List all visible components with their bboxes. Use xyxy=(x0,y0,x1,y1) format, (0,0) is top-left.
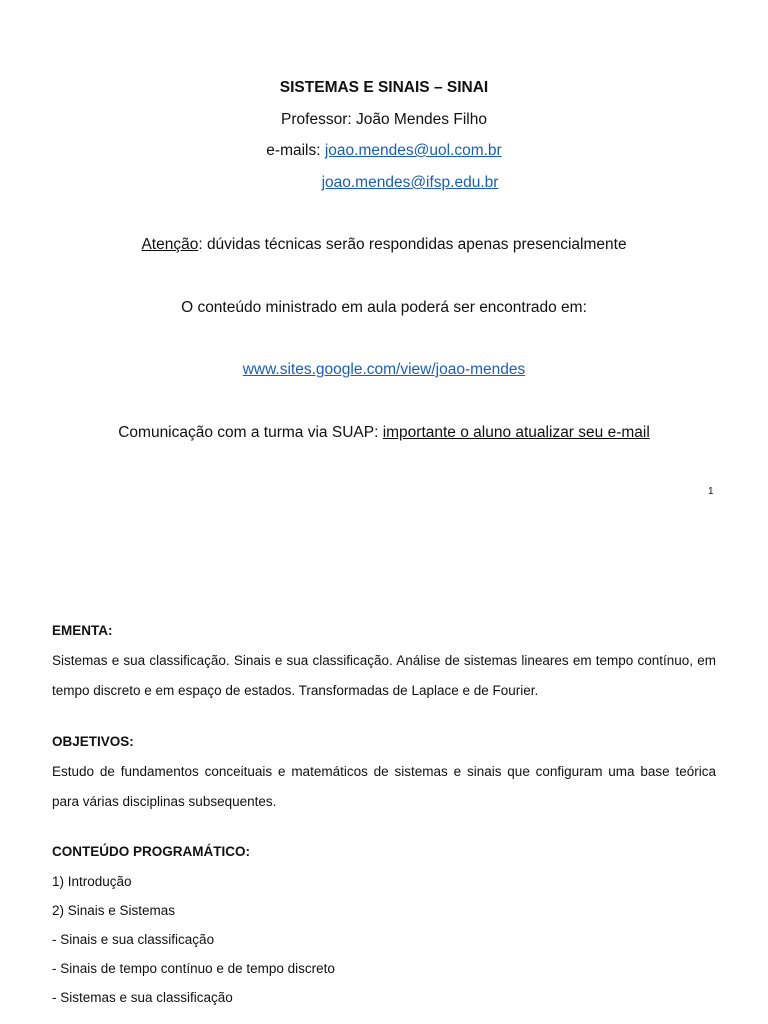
attention-text: : dúvidas técnicas serão respondidas apenas presencialmente xyxy=(198,236,627,253)
list-item: - Sinais de tempo contínuo e de tempo discreto xyxy=(52,961,335,976)
ementa-section xyxy=(52,616,716,706)
email-line-2 xyxy=(0,173,768,193)
email-link-uol[interactable]: joao.mendes@uol.com.br xyxy=(324,142,502,159)
objetivos-text: Estudo de fundamentos conceituais e matemáticos de sistemas e sinais que configuram uma base teórica para várias disciplinas subsequentes. xyxy=(52,764,716,809)
objetivos-heading: OBJETIVOS: xyxy=(52,734,134,749)
site-line xyxy=(0,360,768,380)
document-title: SISTEMAS E SINAIS – SINAI xyxy=(279,79,489,96)
communication-emphasis: importante o aluno atualizar seu e-mail xyxy=(382,424,650,441)
professor-line: Professor: João Mendes Filho xyxy=(281,111,487,128)
attention-label: Atenção xyxy=(141,236,199,253)
list-item: - Sinais e sua classificação xyxy=(52,932,215,947)
emails-label: e-mails: xyxy=(266,142,321,159)
conteudo-section xyxy=(52,837,716,1012)
ementa-heading: EMENTA: xyxy=(52,623,113,638)
list-item: - Sistemas e sua classificação xyxy=(52,990,233,1005)
page-number: 1 xyxy=(708,486,714,497)
site-link[interactable]: www.sites.google.com/view/joao-mendes xyxy=(242,361,526,378)
attention-line xyxy=(0,235,768,255)
communication-prefix: Comunicação com a turma via SUAP: xyxy=(118,424,383,441)
ementa-text: Sistemas e sua classificação. Sinais e sua classificação. Análise de sistemas lineares em tempo contínuo, em tempo discreto e em espaço de estados. Transformadas de Laplace e de Fourier. xyxy=(52,653,716,698)
content-location-line: O conteúdo ministrado em aula poderá ser encontrado em: xyxy=(181,299,587,316)
conteudo-heading: CONTEÚDO PROGRAMÁTICO: xyxy=(52,844,250,859)
communication-line xyxy=(0,423,768,443)
objetivos-section xyxy=(52,727,716,817)
list-item: 2) Sinais e Sistemas xyxy=(52,903,176,918)
email-link-ifsp[interactable]: joao.mendes@ifsp.edu.br xyxy=(321,174,499,191)
list-item: 1) Introdução xyxy=(52,874,132,889)
emails-line xyxy=(0,141,768,161)
